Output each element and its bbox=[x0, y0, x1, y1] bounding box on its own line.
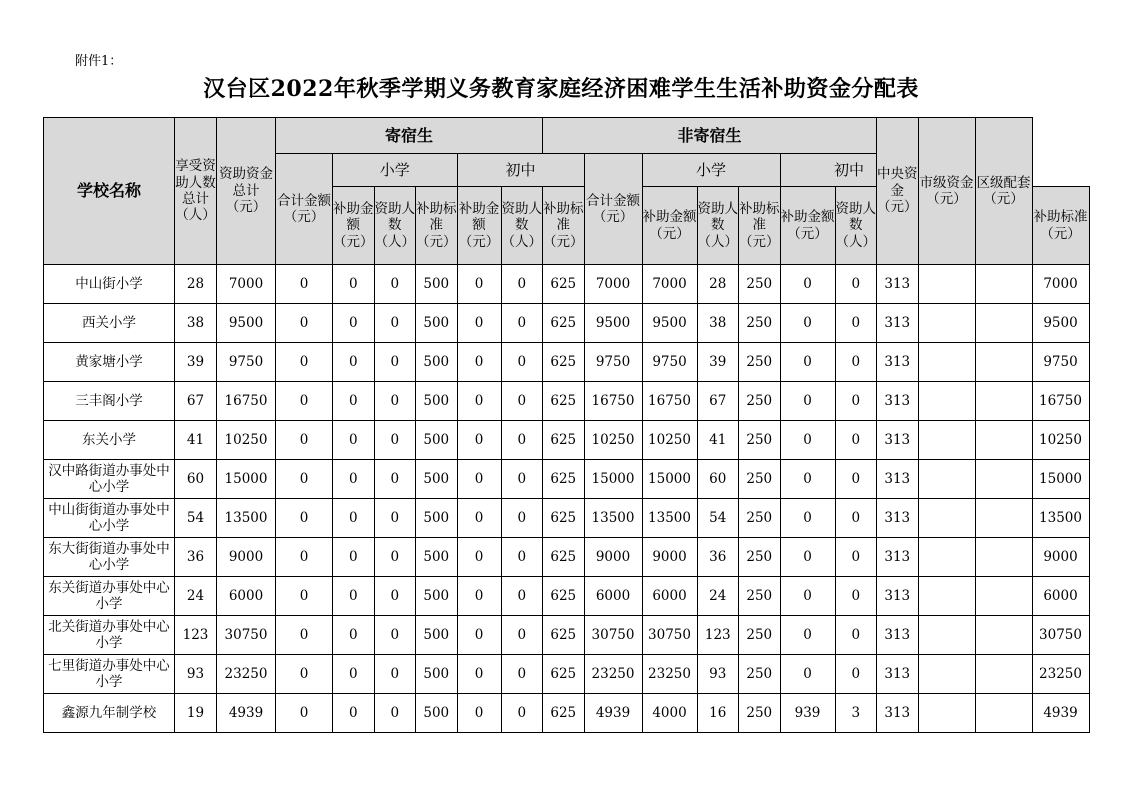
header-non-boarding-subtotal: 合计金额（元） bbox=[584, 154, 642, 265]
table-cell: 0 bbox=[501, 694, 543, 733]
header-total-funds: 资助资金总计（元） bbox=[217, 118, 276, 265]
table-cell bbox=[918, 616, 975, 655]
table-cell: 30750 bbox=[1032, 616, 1089, 655]
table-cell: 16750 bbox=[217, 382, 276, 421]
table-cell: 500 bbox=[416, 616, 458, 655]
table-cell: 0 bbox=[457, 499, 501, 538]
table-cell: 0 bbox=[835, 499, 877, 538]
table-cell: 7000 bbox=[1032, 265, 1089, 304]
table-cell: 0 bbox=[457, 694, 501, 733]
table-cell: 13500 bbox=[642, 499, 697, 538]
table-cell bbox=[975, 577, 1032, 616]
header-nj-aided-persons: 资助人数（人） bbox=[835, 187, 877, 265]
table-cell: 4939 bbox=[584, 694, 642, 733]
table-cell: 0 bbox=[374, 460, 416, 499]
table-cell: 625 bbox=[543, 499, 585, 538]
table-cell: 0 bbox=[780, 382, 835, 421]
table-cell: 0 bbox=[333, 499, 375, 538]
table-cell: 625 bbox=[543, 655, 585, 694]
table-cell: 9000 bbox=[1032, 538, 1089, 577]
table-cell: 23250 bbox=[584, 655, 642, 694]
table-cell: 0 bbox=[276, 616, 333, 655]
table-cell: 0 bbox=[333, 538, 375, 577]
table-cell: 0 bbox=[501, 382, 543, 421]
table-cell: 625 bbox=[543, 460, 585, 499]
table-cell: 0 bbox=[835, 421, 877, 460]
table-cell: 4000 bbox=[642, 694, 697, 733]
table-cell: 0 bbox=[276, 655, 333, 694]
attachment-label: 附件1： bbox=[75, 54, 123, 69]
table-cell: 0 bbox=[457, 304, 501, 343]
table-cell: 67 bbox=[697, 382, 739, 421]
table-cell: 9750 bbox=[217, 343, 276, 382]
table-row bbox=[44, 538, 1090, 577]
school-name-cell: 东关街道办事处中心小学 bbox=[44, 577, 175, 616]
table-cell bbox=[975, 265, 1032, 304]
table-cell: 313 bbox=[877, 499, 919, 538]
table-cell bbox=[918, 265, 975, 304]
table-cell: 0 bbox=[780, 304, 835, 343]
table-cell: 15000 bbox=[584, 460, 642, 499]
table-cell: 30750 bbox=[642, 616, 697, 655]
school-name-cell: 北关街道办事处中心小学 bbox=[44, 616, 175, 655]
table-cell: 0 bbox=[780, 421, 835, 460]
table-cell: 3 bbox=[835, 694, 877, 733]
table-cell: 7000 bbox=[642, 265, 697, 304]
table-cell: 0 bbox=[501, 460, 543, 499]
table-cell bbox=[918, 538, 975, 577]
table-row bbox=[44, 343, 1090, 382]
table-row bbox=[44, 577, 1090, 616]
table-cell bbox=[975, 382, 1032, 421]
table-cell: 500 bbox=[416, 655, 458, 694]
table-cell: 123 bbox=[697, 616, 739, 655]
table-cell: 0 bbox=[780, 655, 835, 694]
table-cell: 500 bbox=[416, 304, 458, 343]
table-cell: 67 bbox=[175, 382, 217, 421]
table-cell: 0 bbox=[374, 616, 416, 655]
table-cell: 10250 bbox=[642, 421, 697, 460]
school-name-cell: 三丰阁小学 bbox=[44, 382, 175, 421]
table-cell: 38 bbox=[697, 304, 739, 343]
table-cell: 0 bbox=[333, 265, 375, 304]
table-cell: 24 bbox=[697, 577, 739, 616]
table-cell: 0 bbox=[780, 616, 835, 655]
table-cell: 10250 bbox=[1032, 421, 1089, 460]
header-city-funds: 市级资金（元） bbox=[918, 118, 975, 265]
table-cell: 13500 bbox=[584, 499, 642, 538]
header-total-persons: 享受资助人数总计（人） bbox=[175, 118, 217, 265]
header-bj-subsidy-amount: 补助金额（元） bbox=[457, 187, 501, 265]
table-cell: 0 bbox=[276, 538, 333, 577]
table-cell bbox=[918, 655, 975, 694]
header-np-subsidy-amount: 补助金额（元） bbox=[642, 187, 697, 265]
table-cell: 9750 bbox=[642, 343, 697, 382]
table-cell: 0 bbox=[374, 343, 416, 382]
table-cell: 0 bbox=[780, 460, 835, 499]
table-cell: 0 bbox=[835, 616, 877, 655]
table-cell bbox=[918, 382, 975, 421]
table-row bbox=[44, 460, 1090, 499]
table-cell bbox=[975, 538, 1032, 577]
header-non-boarding-junior: 初中 bbox=[780, 154, 918, 187]
table-cell: 0 bbox=[333, 655, 375, 694]
table-cell: 0 bbox=[835, 304, 877, 343]
school-name-cell: 中山街街道办事处中心小学 bbox=[44, 499, 175, 538]
header-non-boarding-primary: 小学 bbox=[642, 154, 780, 187]
table-cell: 9750 bbox=[584, 343, 642, 382]
table-cell: 313 bbox=[877, 538, 919, 577]
school-name-cell: 鑫源九年制学校 bbox=[44, 694, 175, 733]
table-cell: 9000 bbox=[642, 538, 697, 577]
table-cell bbox=[975, 304, 1032, 343]
table-cell: 23250 bbox=[1032, 655, 1089, 694]
table-row bbox=[44, 499, 1090, 538]
header-bp-subsidy-amount: 补助金额（元） bbox=[333, 187, 375, 265]
table-cell: 0 bbox=[835, 655, 877, 694]
table-cell: 93 bbox=[175, 655, 217, 694]
school-name-cell: 汉中路街道办事处中心小学 bbox=[44, 460, 175, 499]
table-cell: 10250 bbox=[217, 421, 276, 460]
table-cell: 0 bbox=[780, 577, 835, 616]
table-cell: 30750 bbox=[584, 616, 642, 655]
table-cell: 939 bbox=[780, 694, 835, 733]
table-cell: 0 bbox=[501, 265, 543, 304]
table-cell: 250 bbox=[739, 304, 781, 343]
table-cell: 9750 bbox=[1032, 343, 1089, 382]
header-boarding: 寄宿生 bbox=[276, 118, 543, 154]
header-boarding-primary: 小学 bbox=[333, 154, 458, 187]
table-cell: 250 bbox=[739, 343, 781, 382]
table-cell: 250 bbox=[739, 577, 781, 616]
table-cell bbox=[975, 616, 1032, 655]
table-header bbox=[44, 118, 1090, 265]
table-cell: 0 bbox=[374, 382, 416, 421]
table-cell: 313 bbox=[877, 460, 919, 499]
table-cell bbox=[918, 421, 975, 460]
table-cell bbox=[918, 694, 975, 733]
table-cell: 9000 bbox=[217, 538, 276, 577]
table-cell: 23250 bbox=[642, 655, 697, 694]
table-cell: 0 bbox=[276, 265, 333, 304]
table-cell: 0 bbox=[457, 655, 501, 694]
table-cell: 625 bbox=[543, 616, 585, 655]
header-district-match: 区级配套（元） bbox=[975, 118, 1032, 265]
table-cell: 23250 bbox=[217, 655, 276, 694]
table-cell: 16750 bbox=[642, 382, 697, 421]
table-cell: 36 bbox=[175, 538, 217, 577]
table-cell: 0 bbox=[780, 343, 835, 382]
table-cell: 250 bbox=[739, 421, 781, 460]
table-cell: 15000 bbox=[642, 460, 697, 499]
table-cell: 24 bbox=[175, 577, 217, 616]
table-cell: 0 bbox=[276, 304, 333, 343]
table-cell bbox=[918, 577, 975, 616]
table-cell: 60 bbox=[175, 460, 217, 499]
table-cell bbox=[918, 460, 975, 499]
table-cell: 6000 bbox=[217, 577, 276, 616]
school-name-cell: 西关小学 bbox=[44, 304, 175, 343]
table-cell: 9500 bbox=[584, 304, 642, 343]
table-cell: 0 bbox=[276, 460, 333, 499]
table-cell: 0 bbox=[457, 382, 501, 421]
table-cell: 4939 bbox=[217, 694, 276, 733]
table-cell: 0 bbox=[276, 694, 333, 733]
table-cell: 0 bbox=[374, 538, 416, 577]
table-cell: 0 bbox=[374, 655, 416, 694]
table-cell: 15000 bbox=[217, 460, 276, 499]
table-cell: 313 bbox=[877, 343, 919, 382]
header-boarding-junior: 初中 bbox=[457, 154, 584, 187]
table-cell: 0 bbox=[333, 460, 375, 499]
table-cell: 0 bbox=[333, 694, 375, 733]
header-bj-aided-persons: 资助人数（人） bbox=[501, 187, 543, 265]
table-cell: 0 bbox=[374, 304, 416, 343]
table-cell: 313 bbox=[877, 616, 919, 655]
table-cell bbox=[975, 499, 1032, 538]
table-cell: 6000 bbox=[642, 577, 697, 616]
table-cell: 0 bbox=[780, 265, 835, 304]
table-cell: 313 bbox=[877, 694, 919, 733]
table-cell: 0 bbox=[333, 577, 375, 616]
table-cell: 0 bbox=[835, 577, 877, 616]
table-cell: 250 bbox=[739, 538, 781, 577]
table-cell: 500 bbox=[416, 577, 458, 616]
table-cell: 41 bbox=[697, 421, 739, 460]
table-cell: 313 bbox=[877, 421, 919, 460]
table-cell bbox=[975, 343, 1032, 382]
table-cell: 93 bbox=[697, 655, 739, 694]
table-cell: 0 bbox=[333, 421, 375, 460]
table-cell: 0 bbox=[457, 538, 501, 577]
table-cell: 0 bbox=[276, 577, 333, 616]
table-cell: 0 bbox=[457, 265, 501, 304]
table-cell bbox=[975, 694, 1032, 733]
table-cell bbox=[975, 421, 1032, 460]
table-cell: 0 bbox=[374, 577, 416, 616]
table-cell: 0 bbox=[501, 499, 543, 538]
school-name-cell: 东大街街道办事处中心小学 bbox=[44, 538, 175, 577]
table-cell: 54 bbox=[175, 499, 217, 538]
table-cell: 250 bbox=[739, 265, 781, 304]
table-cell: 41 bbox=[175, 421, 217, 460]
table-cell: 625 bbox=[543, 538, 585, 577]
table-cell: 0 bbox=[457, 577, 501, 616]
table-cell: 60 bbox=[697, 460, 739, 499]
table-cell: 0 bbox=[374, 265, 416, 304]
school-name-cell: 中山街小学 bbox=[44, 265, 175, 304]
header-np-subsidy-standard: 补助标准（元） bbox=[739, 187, 781, 265]
header-np-aided-persons: 资助人数（人） bbox=[697, 187, 739, 265]
table-cell: 9500 bbox=[642, 304, 697, 343]
table-cell: 500 bbox=[416, 265, 458, 304]
table-cell: 36 bbox=[697, 538, 739, 577]
table-body bbox=[44, 265, 1090, 733]
table-cell: 13500 bbox=[217, 499, 276, 538]
table-cell: 0 bbox=[780, 538, 835, 577]
table-cell: 7000 bbox=[217, 265, 276, 304]
school-name-cell: 东关小学 bbox=[44, 421, 175, 460]
table-cell: 10250 bbox=[584, 421, 642, 460]
table-cell: 0 bbox=[457, 460, 501, 499]
table-cell: 0 bbox=[780, 499, 835, 538]
table-cell: 500 bbox=[416, 694, 458, 733]
table-cell: 0 bbox=[276, 343, 333, 382]
table-cell: 16750 bbox=[584, 382, 642, 421]
table-cell: 4939 bbox=[1032, 694, 1089, 733]
table-cell: 28 bbox=[697, 265, 739, 304]
table-cell: 15000 bbox=[1032, 460, 1089, 499]
table-cell: 0 bbox=[276, 499, 333, 538]
table-cell: 0 bbox=[501, 655, 543, 694]
table-cell: 0 bbox=[501, 577, 543, 616]
table-cell bbox=[918, 499, 975, 538]
table-cell: 0 bbox=[333, 343, 375, 382]
school-name-cell: 黄家塘小学 bbox=[44, 343, 175, 382]
table-cell: 54 bbox=[697, 499, 739, 538]
table-cell: 0 bbox=[333, 382, 375, 421]
table-cell bbox=[975, 460, 1032, 499]
table-cell: 0 bbox=[457, 421, 501, 460]
table-cell: 500 bbox=[416, 460, 458, 499]
table-cell: 625 bbox=[543, 382, 585, 421]
table-cell: 250 bbox=[739, 460, 781, 499]
header-non-boarding: 非寄宿生 bbox=[543, 118, 877, 154]
header-bp-subsidy-standard: 补助标准（元） bbox=[416, 187, 458, 265]
table-cell: 625 bbox=[543, 304, 585, 343]
header-school-name: 学校名称 bbox=[44, 118, 175, 265]
table-cell: 250 bbox=[739, 499, 781, 538]
table-cell: 625 bbox=[543, 577, 585, 616]
table-cell: 0 bbox=[333, 304, 375, 343]
header-central-funds: 中央资金（元） bbox=[877, 118, 919, 265]
header-nj-subsidy-standard: 补助标准（元） bbox=[1032, 187, 1089, 265]
table-cell: 30750 bbox=[217, 616, 276, 655]
table-cell: 28 bbox=[175, 265, 217, 304]
allocation-table bbox=[43, 117, 1090, 733]
table-cell bbox=[975, 655, 1032, 694]
table-cell: 0 bbox=[501, 538, 543, 577]
table-cell: 500 bbox=[416, 343, 458, 382]
table-cell: 39 bbox=[175, 343, 217, 382]
table-cell: 250 bbox=[739, 694, 781, 733]
table-cell bbox=[918, 304, 975, 343]
table-cell: 0 bbox=[835, 538, 877, 577]
table-cell: 250 bbox=[739, 382, 781, 421]
table-cell: 9500 bbox=[217, 304, 276, 343]
table-row bbox=[44, 382, 1090, 421]
table-row bbox=[44, 304, 1090, 343]
table-cell: 250 bbox=[739, 655, 781, 694]
table-cell: 6000 bbox=[584, 577, 642, 616]
table-cell: 13500 bbox=[1032, 499, 1089, 538]
table-cell: 625 bbox=[543, 343, 585, 382]
table-cell: 0 bbox=[374, 694, 416, 733]
table-cell: 313 bbox=[877, 265, 919, 304]
header-nj-subsidy-amount: 补助金额（元） bbox=[780, 187, 835, 265]
table-cell: 123 bbox=[175, 616, 217, 655]
table-cell: 0 bbox=[501, 421, 543, 460]
table-cell: 0 bbox=[276, 382, 333, 421]
header-bp-aided-persons: 资助人数（人） bbox=[374, 187, 416, 265]
table-row bbox=[44, 694, 1090, 733]
table-cell bbox=[918, 343, 975, 382]
table-cell: 0 bbox=[374, 499, 416, 538]
table-cell: 0 bbox=[457, 343, 501, 382]
table-cell: 0 bbox=[835, 343, 877, 382]
table-cell: 625 bbox=[543, 421, 585, 460]
table-row bbox=[44, 265, 1090, 304]
table-cell: 313 bbox=[877, 655, 919, 694]
table-cell: 0 bbox=[374, 421, 416, 460]
table-cell: 0 bbox=[276, 421, 333, 460]
table-cell: 625 bbox=[543, 265, 585, 304]
table-cell: 19 bbox=[175, 694, 217, 733]
table-cell: 625 bbox=[543, 694, 585, 733]
table-cell: 313 bbox=[877, 304, 919, 343]
table-cell: 0 bbox=[501, 304, 543, 343]
table-cell: 0 bbox=[501, 616, 543, 655]
table-cell: 0 bbox=[835, 265, 877, 304]
table-cell: 500 bbox=[416, 538, 458, 577]
table-cell: 6000 bbox=[1032, 577, 1089, 616]
table-cell: 9500 bbox=[1032, 304, 1089, 343]
table-cell: 16 bbox=[697, 694, 739, 733]
school-name-cell: 七里街道办事处中心小学 bbox=[44, 655, 175, 694]
header-boarding-subtotal: 合计金额（元） bbox=[276, 154, 333, 265]
table-cell: 250 bbox=[739, 616, 781, 655]
table-cell: 500 bbox=[416, 382, 458, 421]
table-cell: 39 bbox=[697, 343, 739, 382]
table-cell: 0 bbox=[835, 460, 877, 499]
table-cell: 0 bbox=[835, 382, 877, 421]
table-cell: 16750 bbox=[1032, 382, 1089, 421]
page-title: 汉台区2022年秋季学期义务教育家庭经济困难学生生活补助资金分配表 bbox=[203, 76, 919, 102]
table-cell: 38 bbox=[175, 304, 217, 343]
table-cell: 0 bbox=[457, 616, 501, 655]
table-cell: 313 bbox=[877, 577, 919, 616]
table-cell: 7000 bbox=[584, 265, 642, 304]
table-cell: 500 bbox=[416, 499, 458, 538]
header-bj-subsidy-standard: 补助标准（元） bbox=[543, 187, 585, 265]
table-row bbox=[44, 655, 1090, 694]
table-row bbox=[44, 616, 1090, 655]
table-cell: 0 bbox=[333, 616, 375, 655]
table-cell: 500 bbox=[416, 421, 458, 460]
table-row bbox=[44, 421, 1090, 460]
table-cell: 9000 bbox=[584, 538, 642, 577]
table-cell: 0 bbox=[501, 343, 543, 382]
table-cell: 313 bbox=[877, 382, 919, 421]
